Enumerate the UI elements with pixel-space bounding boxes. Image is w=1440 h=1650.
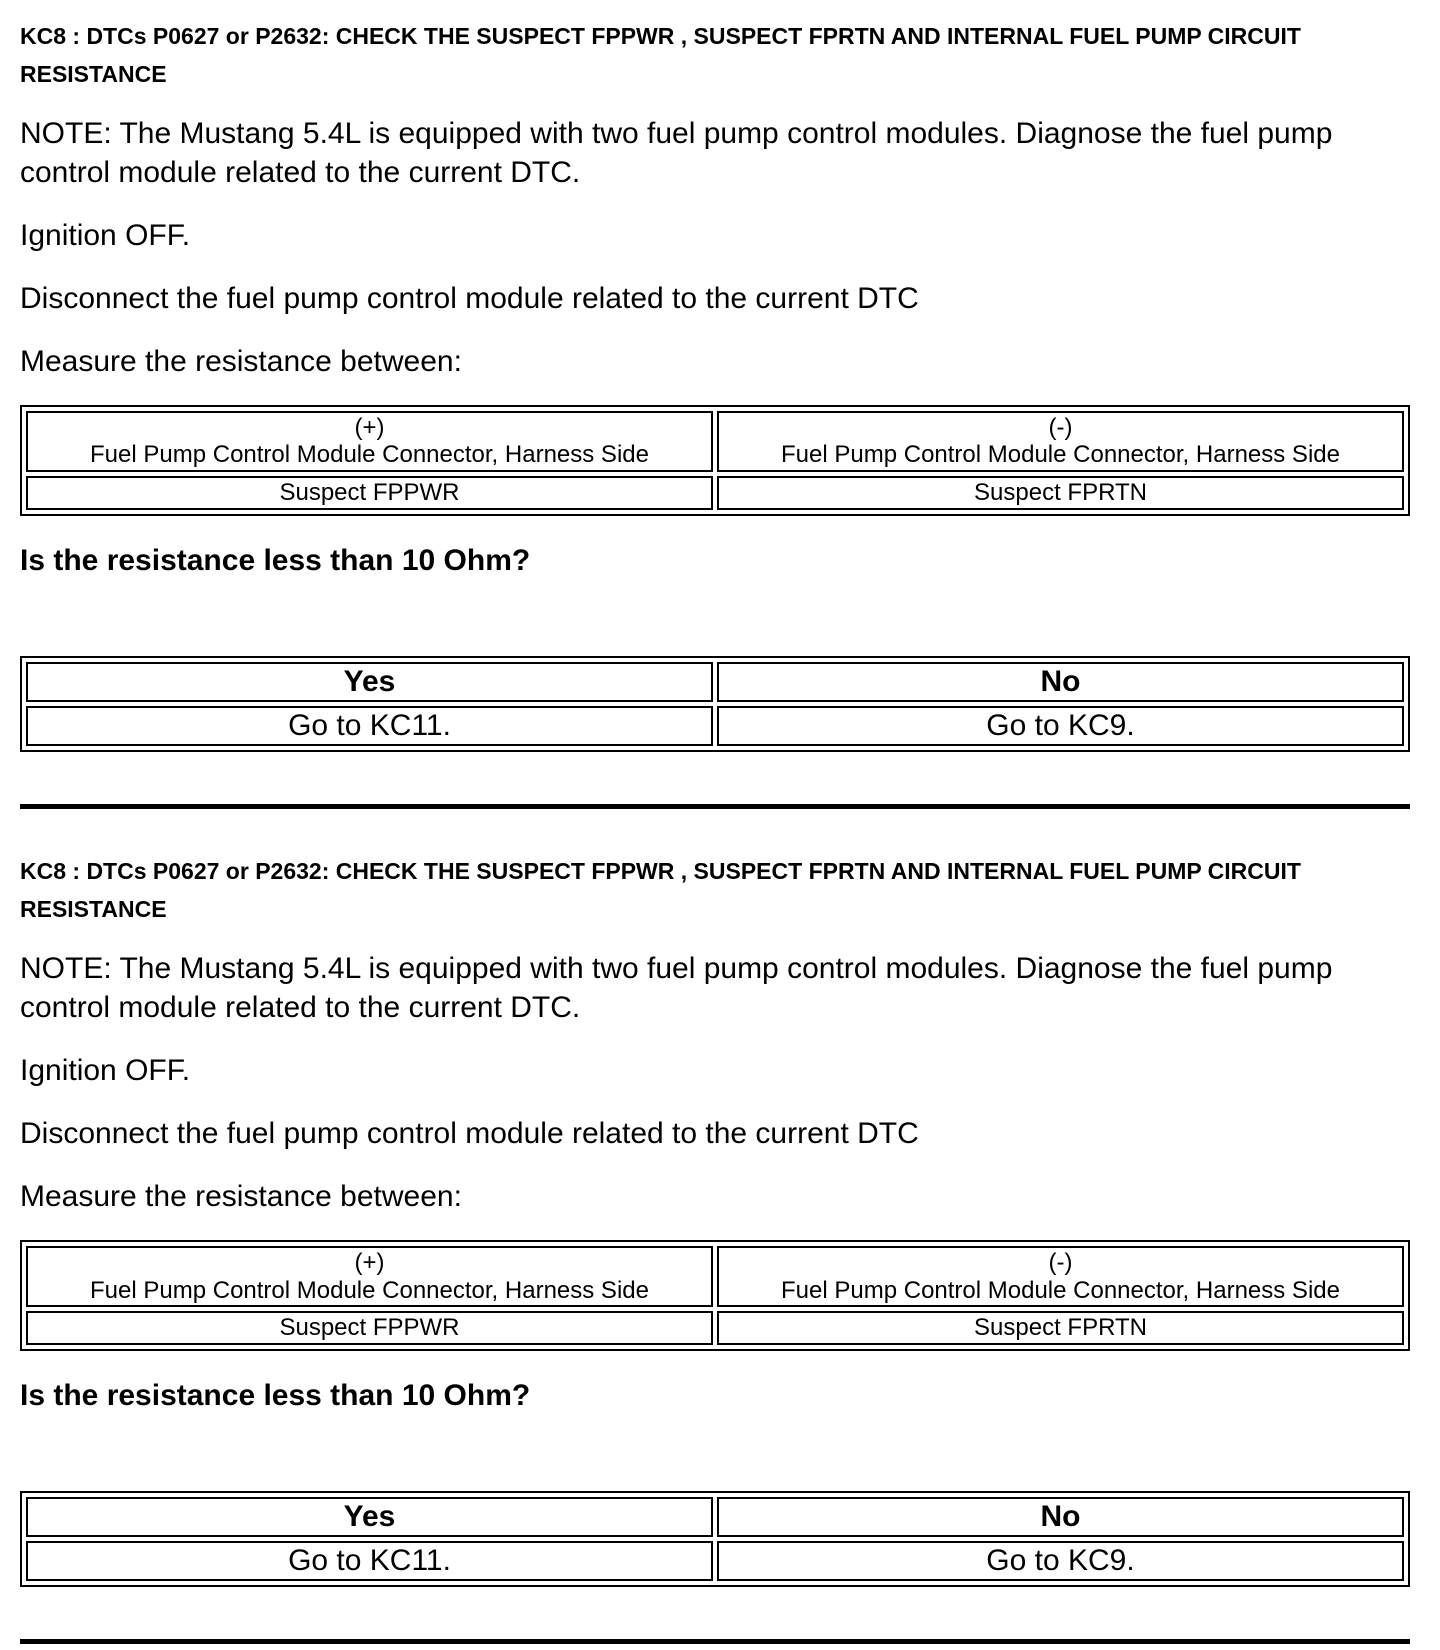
measurement-value-row	[26, 1311, 1404, 1345]
yes-action-cell: Go to KC11.	[26, 706, 713, 746]
measurement-value-row	[26, 476, 1404, 510]
measure-step: Measure the resistance between:	[20, 1179, 462, 1213]
section-divider	[20, 804, 1410, 809]
disconnect-step: Disconnect the fuel pump control module related to the current DTC	[20, 281, 919, 315]
positive-connector-label: Fuel Pump Control Module Connector, Harness Side	[90, 1276, 649, 1304]
disconnect-step: Disconnect the fuel pump control module related to the current DTC	[20, 1116, 919, 1150]
yes-header-cell: Yes	[26, 662, 713, 702]
resistance-question: Is the resistance less than 10 Ohm?	[20, 544, 531, 578]
measurement-table	[20, 1240, 1410, 1351]
section-heading: KC8 : DTCs P0627 or P2632: CHECK THE SUSPECT FPPWR , SUSPECT FPRTN AND INTERNAL FUEL PUMP CIRCUIT RESISTANCE	[20, 858, 1301, 922]
section-heading: KC8 : DTCs P0627 or P2632: CHECK THE SUSPECT FPPWR , SUSPECT FPRTN AND INTERNAL FUEL PUMP CIRCUIT RESISTANCE	[20, 23, 1301, 87]
resistance-question: Is the resistance less than 10 Ohm?	[20, 1379, 531, 1413]
fppwr-cell: Suspect FPPWR	[26, 476, 713, 510]
ignition-step: Ignition OFF.	[20, 1053, 191, 1087]
negative-connector-label: Fuel Pump Control Module Connector, Harness Side	[781, 441, 1340, 469]
yes-action-cell: Go to KC11.	[26, 1541, 713, 1581]
decision-action-row	[26, 1541, 1404, 1581]
measurement-header-row	[26, 411, 1404, 472]
positive-header-cell	[26, 411, 713, 472]
negative-sign: (-)	[1048, 413, 1073, 441]
measurement-table	[20, 405, 1410, 516]
pinpoint-test-section	[20, 853, 1410, 1587]
note-paragraph: NOTE: The Mustang 5.4L is equipped with two fuel pump control modules. Diagnose the fuel pump control module related to the current DTC.	[20, 951, 1333, 1024]
measurement-header-row	[26, 1246, 1404, 1307]
negative-sign: (-)	[1048, 1248, 1073, 1276]
ignition-step: Ignition OFF.	[20, 218, 191, 252]
fprtn-cell: Suspect FPRTN	[717, 1311, 1404, 1345]
pinpoint-test-section	[20, 18, 1410, 752]
decision-table	[20, 656, 1410, 752]
fppwr-cell: Suspect FPPWR	[26, 1311, 713, 1345]
negative-header-cell	[717, 1246, 1404, 1307]
decision-header-row	[26, 662, 1404, 702]
no-header-cell: No	[717, 662, 1404, 702]
decision-header-row	[26, 1497, 1404, 1537]
no-action-cell: Go to KC9.	[717, 706, 1404, 746]
positive-sign: (+)	[354, 1248, 385, 1276]
decision-action-row	[26, 706, 1404, 746]
positive-header-cell	[26, 1246, 713, 1307]
negative-header-cell	[717, 411, 1404, 472]
positive-sign: (+)	[354, 413, 385, 441]
section-divider	[20, 1639, 1410, 1644]
positive-connector-label: Fuel Pump Control Module Connector, Harness Side	[90, 441, 649, 469]
yes-header-cell: Yes	[26, 1497, 713, 1537]
decision-table	[20, 1491, 1410, 1587]
note-paragraph: NOTE: The Mustang 5.4L is equipped with two fuel pump control modules. Diagnose the fuel pump control module related to the current DTC.	[20, 116, 1333, 189]
negative-connector-label: Fuel Pump Control Module Connector, Harness Side	[781, 1276, 1340, 1304]
no-action-cell: Go to KC9.	[717, 1541, 1404, 1581]
no-header-cell: No	[717, 1497, 1404, 1537]
measure-step: Measure the resistance between:	[20, 344, 462, 378]
fprtn-cell: Suspect FPRTN	[717, 476, 1404, 510]
